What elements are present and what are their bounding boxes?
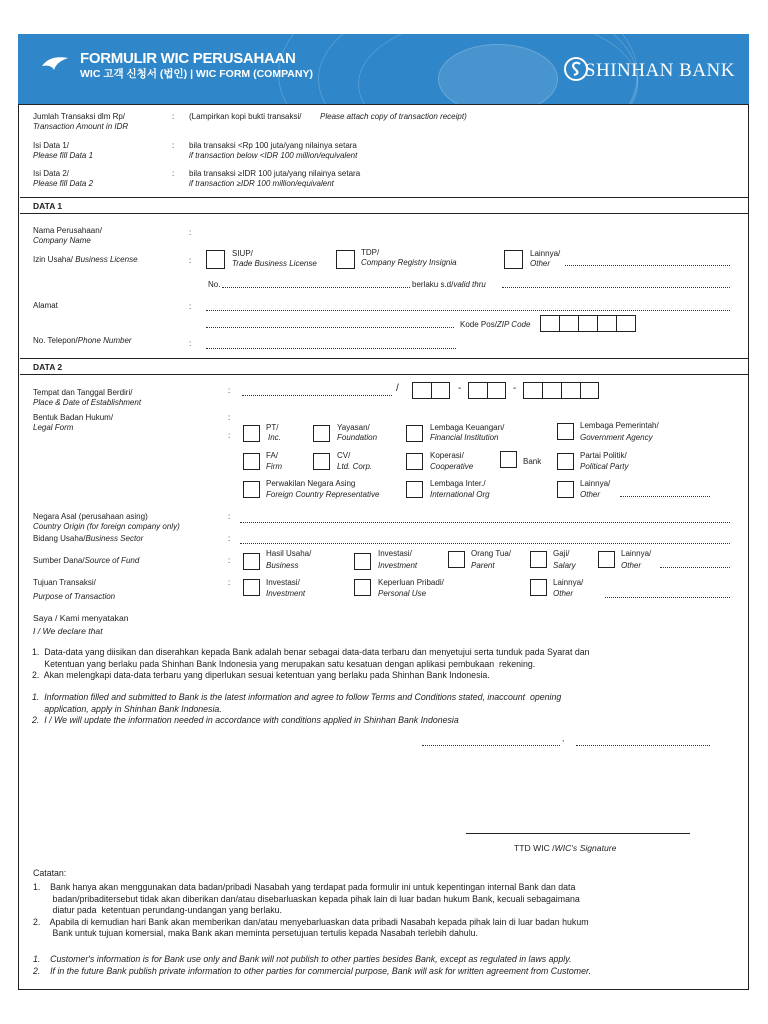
legal-cv-checkbox[interactable] — [313, 453, 330, 470]
fill-data2-note: bila transaksi ≥IDR 100 juta/yang nilainya setara — [189, 169, 361, 178]
data1-header: DATA 1 — [20, 197, 748, 214]
fill-data1-note: bila transaksi <Rp 100 juta/yang nilainya setara — [189, 141, 357, 150]
legal-other-checkbox[interactable] — [557, 481, 574, 498]
legal-party-checkbox[interactable] — [557, 453, 574, 470]
fill-data2-note-en: if transaction ≥IDR 100 million/equivalent — [189, 179, 334, 188]
brand-name: SHINHAN BANK — [584, 60, 735, 81]
license-other-field[interactable] — [565, 265, 730, 266]
sign-date-field[interactable] — [576, 745, 710, 746]
tdp-checkbox[interactable] — [336, 250, 355, 269]
purpose-personal-checkbox[interactable] — [354, 579, 371, 596]
establishment-place-field[interactable] — [242, 395, 392, 396]
license-number-field[interactable] — [222, 287, 410, 288]
fill-data2-label-en: Please fill Data 2 — [33, 179, 94, 188]
business-sector-field[interactable] — [240, 543, 730, 544]
bird-logo-icon — [40, 52, 70, 78]
fill-data1-label-en: Please fill Data 1 — [33, 151, 94, 160]
form-header — [18, 34, 749, 104]
establishment-year-boxes[interactable] — [523, 382, 599, 399]
notes-id: 1. Bank hanya akan menggunakan data badan/pribadi Nasabah yang terdapat pada formulir ini untuk kepentingan internal Bank dan data badan/pribaditersebut tidak akan diberikan dan/atau disebarluaskan kepada pihak lain di luar badan hukum Bank, kecuali sebagaimana diatur pada ketentuan perundang-undangan yang berlaku. 2. Apabila di kemudian hari Bank akan memberikan dan/atau menyebarluaskan data pribadi Nasabah kepada pihak lain di luar badan hukum Bank untuk tujuan komersial, maka Bank akan meminta persetujuan tertulis kepada Nasabah terlebih dahulu. — [33, 882, 589, 938]
form-frame — [18, 104, 749, 990]
legal-pt-checkbox[interactable] — [243, 425, 260, 442]
amount-note-en: Please attach copy of transaction receipt) — [320, 112, 467, 121]
siup-checkbox[interactable] — [206, 250, 225, 269]
company-name-label-en: Company Name — [33, 236, 91, 245]
purpose-other-checkbox[interactable] — [530, 579, 547, 596]
purpose-other-field[interactable] — [605, 597, 730, 598]
phone-field[interactable] — [206, 348, 456, 349]
license-label: Izin Usaha/ Business License — [33, 255, 138, 264]
source-parent-checkbox[interactable] — [448, 551, 465, 568]
source-investment-checkbox[interactable] — [354, 553, 371, 570]
fill-data1-note-en: if transaction below <IDR 100 million/equivalent — [189, 151, 358, 160]
form-title: FORMULIR WIC PERUSAHAAN — [80, 50, 296, 67]
signature-label: TTD WIC /WIC's Signature — [514, 843, 617, 853]
license-valid-field[interactable] — [502, 287, 730, 288]
source-other-field[interactable] — [660, 567, 730, 568]
source-other-checkbox[interactable] — [598, 551, 615, 568]
zip-code-boxes[interactable] — [540, 315, 636, 332]
legal-foundation-checkbox[interactable] — [313, 425, 330, 442]
fill-data2-label: Isi Data 2/ — [33, 169, 70, 178]
amount-note: (Lampirkan kopi bukti transaksi/ — [189, 112, 302, 121]
form-subtitle: WIC 고객 신청서 (법인) | WIC FORM (COMPANY) — [80, 68, 313, 80]
purpose-investment-checkbox[interactable] — [243, 579, 260, 596]
establishment-day-boxes[interactable] — [412, 382, 450, 399]
sign-place-field[interactable] — [422, 745, 560, 746]
country-origin-field[interactable] — [240, 522, 730, 523]
legal-foreign-rep-checkbox[interactable] — [243, 481, 260, 498]
legal-international-checkbox[interactable] — [406, 481, 423, 498]
legal-government-checkbox[interactable] — [557, 423, 574, 440]
notes-title: Catatan: — [33, 868, 67, 878]
address-label: Alamat — [33, 301, 58, 310]
amount-label: Jumlah Transaksi dlm Rp/ — [33, 112, 126, 121]
legal-firm-checkbox[interactable] — [243, 453, 260, 470]
legal-bank-checkbox[interactable] — [500, 451, 517, 468]
source-salary-checkbox[interactable] — [530, 551, 547, 568]
source-business-checkbox[interactable] — [243, 553, 260, 570]
address-field-line2[interactable] — [206, 327, 454, 328]
fill-data1-label: Isi Data 1/ — [33, 141, 70, 150]
establishment-month-boxes[interactable] — [468, 382, 506, 399]
notes-en: 1. Customer's information is for Bank use only and Bank will not publish to other parties besides Bank, except as regulated in laws apply. 2. If in the future Bank publish private information to other parties for commercial purpose, Bank will ask for written agreement from Customer. — [33, 954, 592, 976]
company-name-label: Nama Perusahaan/ — [33, 226, 102, 235]
license-other-checkbox[interactable] — [504, 250, 523, 269]
legal-financial-checkbox[interactable] — [406, 425, 423, 442]
legal-other-field[interactable] — [620, 496, 710, 497]
amount-label-en: Transaction Amount in IDR — [33, 122, 129, 131]
address-field-line1[interactable] — [206, 310, 730, 311]
data2-header: DATA 2 — [20, 358, 748, 375]
legal-cooperative-checkbox[interactable] — [406, 453, 423, 470]
signature-line[interactable] — [466, 833, 690, 834]
phone-label: No. Telepon/Phone Number — [33, 336, 132, 345]
